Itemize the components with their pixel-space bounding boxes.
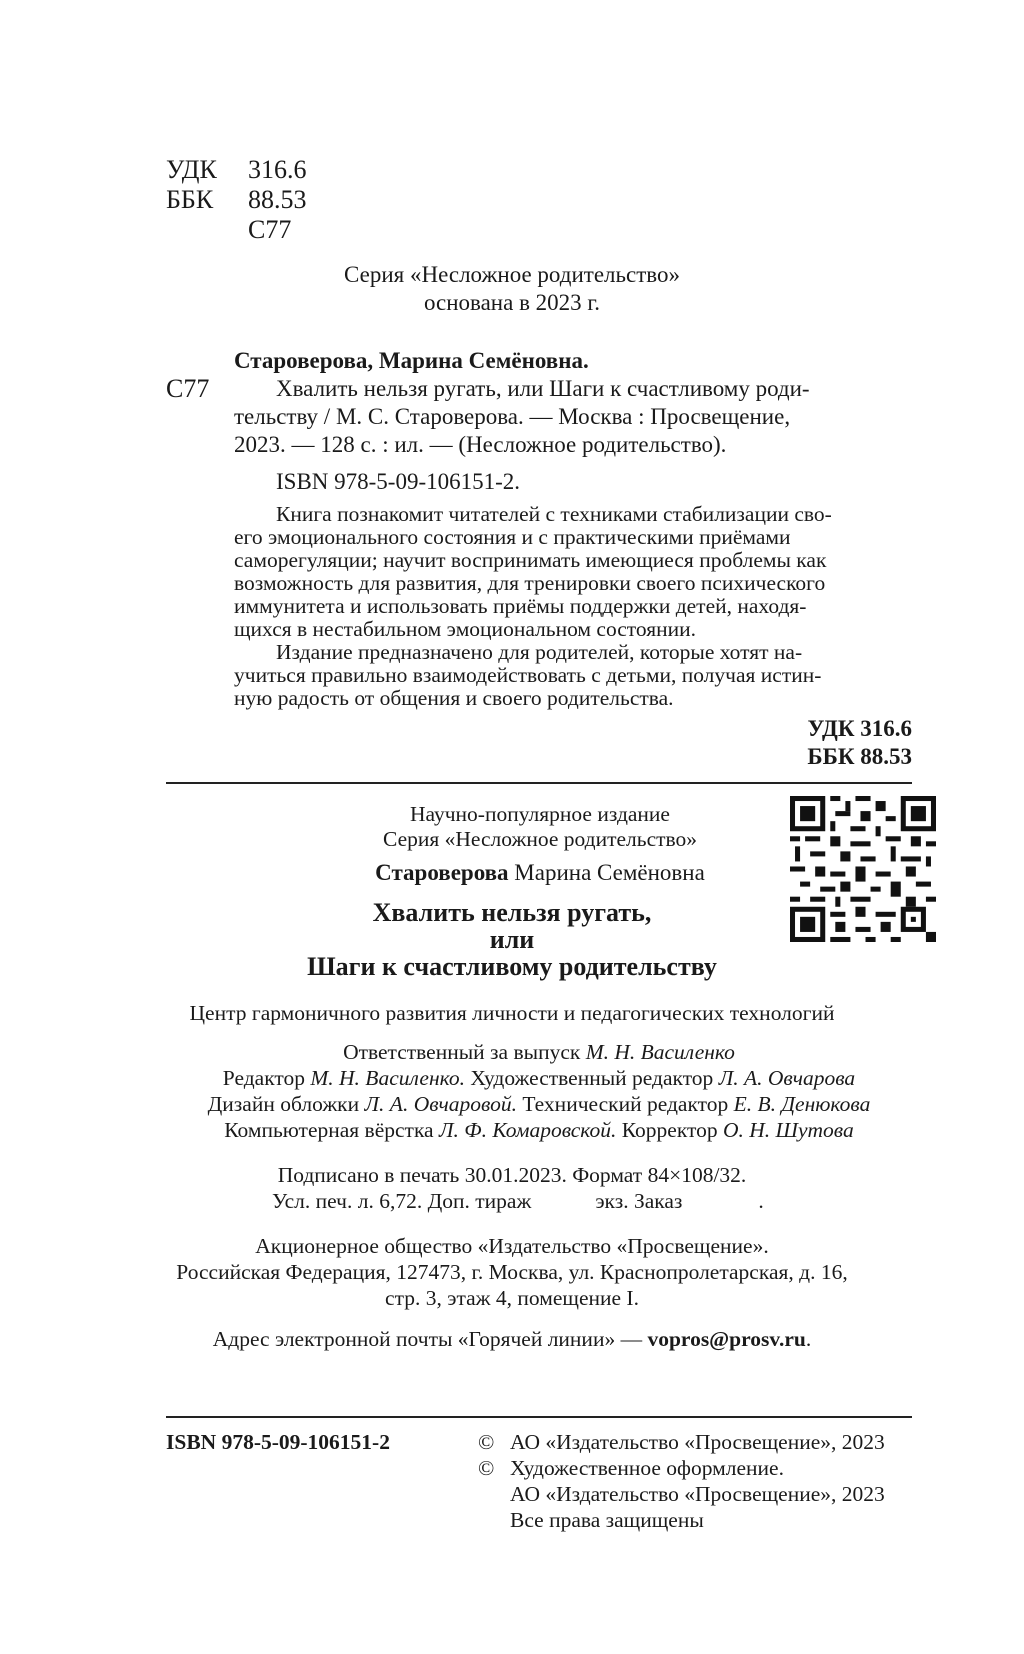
copyright-line2: Художественное оформление. [510, 1456, 784, 1480]
copyright-line1: АО «Издательство «Просвещение», 2023 [510, 1430, 885, 1454]
series-note-line2: основана в 2023 г. [423, 290, 601, 315]
author-mark: С77 [248, 215, 292, 244]
annotation-line: его эмоционального состояния и с практическими приёмами [234, 525, 791, 549]
annotation-line: учиться правильно взаимодействовать с детьми, получая истин- [234, 663, 822, 687]
catalog-mark: С77 [166, 374, 210, 403]
print-run-line: Усл. печ. л. 6,72. Доп. тираж экз. Заказ . [272, 1189, 764, 1213]
annotation-line: ную радость от общения и своего родительства. [234, 686, 674, 710]
copyright-sign-1: © [478, 1430, 495, 1454]
credit-design: Дизайн обложки Л. А. Овчаровой. Технический редактор Е. В. Денюкова [207, 1092, 871, 1116]
publisher-line2: Российская Федерация, 127473, г. Москва, ул. Краснопролетарская, д. 16, [176, 1260, 848, 1284]
imprint-series: Серия «Несложное родительство» [382, 827, 698, 851]
footer-isbn: ISBN 978-5-09-106151-2 [166, 1430, 390, 1454]
publisher-line3: стр. 3, этаж 4, помещение I. [385, 1286, 639, 1310]
annotation-line: щихся в нестабильном эмоциональном состоянии. [234, 617, 697, 641]
center-name: Центр гармоничного развития личности и педагогических технологий [189, 1001, 835, 1025]
copyright-sign-2: © [478, 1456, 495, 1480]
publisher-line1: Акционерное общество «Издательство «Просвещение». [255, 1234, 769, 1258]
hotline-email: Адрес электронной почты «Горячей линии» — vopros@prosv.ru. [212, 1327, 812, 1351]
copyright-line3: АО «Издательство «Просвещение», 2023 [510, 1482, 885, 1506]
imprint-author-names: Марина Семёновна [514, 860, 705, 885]
book-title-line2: или [489, 925, 535, 954]
credit-responsible: Ответственный за выпуск М. Н. Василенко [343, 1040, 735, 1064]
catalog-udk-bottom: УДК 316.6 [807, 716, 912, 741]
udk-label: УДК [166, 155, 217, 184]
divider-bottom [166, 1416, 912, 1418]
catalog-author-heading: Староверова, Марина Семёновна. [234, 348, 589, 373]
catalog-desc-line2: тельству / М. С. Староверова. — Москва : Просвещение, [234, 404, 791, 429]
annotation-line: саморегуляции; научит воспринимать имеющиеся проблемы как [234, 548, 827, 572]
signed-to-print: Подписано в печать 30.01.2023. Формат 84×108/32. [277, 1163, 747, 1187]
bbk-value: 88.53 [248, 185, 307, 214]
catalog-desc-line1: Хвалить нельзя ругать, или Шаги к счастливому роди- [276, 376, 810, 401]
imprint-author-surname: Староверова [375, 860, 509, 885]
credit-editors: Редактор М. Н. Василенко. Художественный редактор Л. А. Овчарова [222, 1066, 856, 1090]
edition-type: Научно-популярное издание [410, 802, 670, 826]
email-link[interactable]: vopros@prosv.ru [647, 1327, 806, 1351]
rights-reserved: Все права защищены [510, 1508, 704, 1532]
book-title-line1: Хвалить нельзя ругать, [372, 898, 652, 927]
catalog-isbn: ISBN 978-5-09-106151-2. [276, 469, 521, 494]
udk-value: 316.6 [248, 155, 307, 184]
bbk-label: ББК [166, 185, 214, 214]
imprint-author [300, 860, 780, 886]
catalog-desc-line3: 2023. — 128 с. : ил. — (Несложное родительство). [234, 432, 727, 457]
annotation-line: Книга познакомит читателей с техниками стабилизации сво- [276, 502, 832, 526]
annotation-line: возможность для развития, для тренировки своего психического [234, 571, 826, 595]
credit-layout: Компьютерная вёрстка Л. Ф. Комаровской. Корректор О. Н. Шутова [224, 1118, 854, 1142]
catalog-bbk-bottom: ББК 88.53 [807, 744, 912, 769]
divider-top [166, 782, 912, 784]
series-note-line1: Серия «Несложное родительство» [344, 262, 680, 287]
annotation-line: иммунитета и использовать приёмы поддержки детей, находя- [234, 594, 807, 618]
book-title-line3: Шаги к счастливому родительству [307, 952, 717, 981]
annotation-line: Издание предназначено для родителей, которые хотят на- [276, 640, 803, 664]
